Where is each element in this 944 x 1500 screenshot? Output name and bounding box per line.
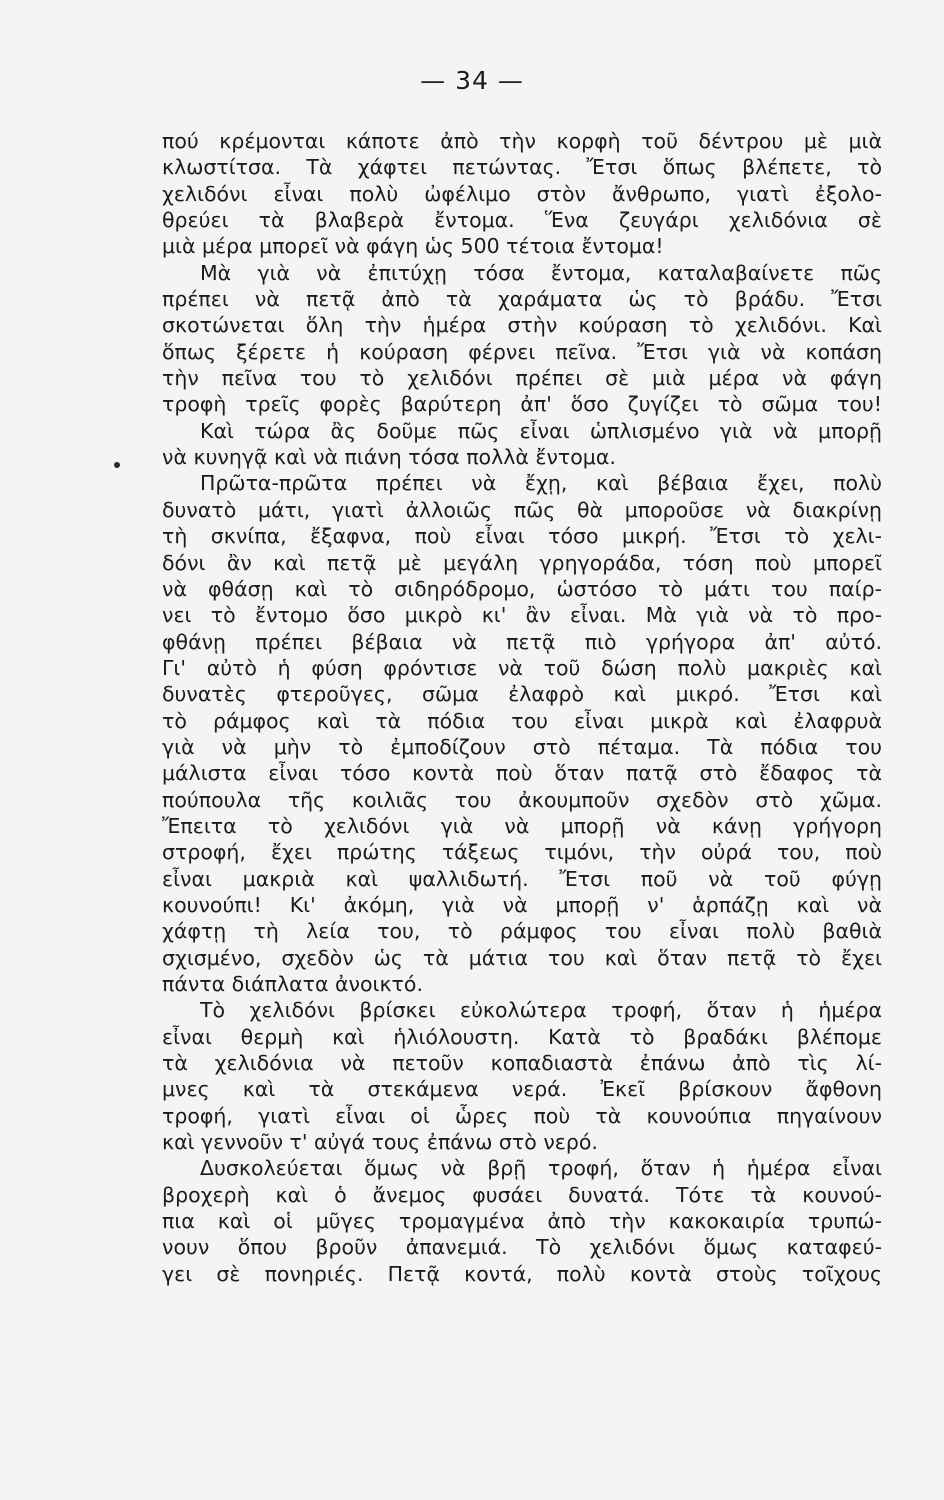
print-speck	[114, 462, 120, 468]
text-line: Πρῶτα-πρῶτα πρέπει νὰ ἔχῃ, καὶ βέβαια ἔχει, πολὺ	[200, 471, 882, 496]
text-line: τροφὴ τρεῖς φορὲς βαρύτερη ἀπ' ὅσο ζυγίζει τὸ σῶμα του!	[162, 392, 882, 417]
page-number: — 34 —	[420, 66, 524, 95]
text-line: χελιδόνι εἶναι πολὺ ὠφέλιμο στὸν ἄνθρωπο, γιατὶ ἐξολο-	[162, 181, 882, 206]
text-line: τὰ χελιδόνια νὰ πετοῦν κοπαδιαστὰ ἐπάνω ἀπὸ τὶς λί-	[162, 1051, 882, 1076]
text-line: μιὰ μέρα μπορεῖ νὰ φάγη ὡς 500 τέτοια ἔντομα!	[162, 234, 664, 259]
text-line: σκοτώνεται ὅλη τὴν ἡμέρα στὴν κούραση τὸ χελιδόνι. Καὶ	[162, 313, 882, 338]
text-line: νὰ φθάσῃ καὶ τὸ σιδηρόδρομο, ὡστόσο τὸ μάτι του παίρ-	[162, 576, 882, 601]
text-line: ὅπως ξέρετε ἡ κούραση φέρνει πεῖνα. Ἔτσι γιὰ νὰ κοπάση	[162, 339, 882, 364]
text-line: φθάνῃ πρέπει βέβαια νὰ πετᾷ πιὸ γρήγορα ἀπ' αὐτό.	[162, 629, 882, 654]
text-line: χάφτῃ τὴ λεία του, τὸ ράμφος του εἶναι πολὺ βαθιὰ	[162, 919, 882, 944]
text-line: πρέπει νὰ πετᾷ ἀπὸ τὰ χαράματα ὡς τὸ βράδυ. Ἔτσι	[162, 287, 882, 312]
text-line: Καὶ τώρα ἂς δοῦμε πῶς εἶναι ὡπλισμένο γιὰ νὰ μπορῇ	[200, 418, 882, 443]
text-line: δυνατὸ μάτι, γιατὶ ἀλλοιῶς πῶς θὰ μποροῦσε νὰ διακρίνῃ	[162, 497, 882, 522]
text-line: βροχερὴ καὶ ὁ ἄνεμος φυσάει δυνατά. Τότε τὰ κουνού-	[162, 1182, 882, 1207]
text-line: γιὰ νὰ μὴν τὸ ἐμποδίζουν στὸ πέταμα. Τὰ πόδια του	[162, 734, 882, 759]
text-line: νουν ὅπου βροῦν ἀπανεμιά. Τὸ χελιδόνι ὅμως καταφεύ-	[162, 1235, 882, 1260]
text-line: τὴ σκνίπα, ἔξαφνα, ποὺ εἶναι τόσο μικρή. Ἔτσι τὸ χελι-	[162, 524, 882, 549]
text-line: τροφή, γιατὶ εἶναι οἱ ὧρες ποὺ τὰ κουνούπια πηγαίνουν	[162, 1103, 882, 1128]
text-line: τὴν πεῖνα του τὸ χελιδόνι πρέπει σὲ μιὰ μέρα νὰ φάγη	[162, 366, 882, 391]
text-line: πού κρέμονται κάποτε ἀπὸ τὴν κορφὴ τοῦ δέντρου μὲ μιὰ	[162, 129, 882, 153]
text-line: νει τὸ ἔντομο ὅσο μικρὸ κι' ἂν εἶναι. Μὰ γιὰ νὰ τὸ προ-	[162, 603, 882, 628]
text-line: εἶναι θερμὴ καὶ ἡλιόλουστη. Κατὰ τὸ βραδάκι βλέπομε	[162, 1024, 882, 1049]
body-text	[162, 128, 882, 1287]
text-line: δυνατὲς φτεροῦγες, σῶμα ἐλαφρὸ καὶ μικρό. Ἔτσι καὶ	[162, 682, 882, 707]
text-line: Τὸ χελιδόνι βρίσκει εὐκολώτερα τροφή, ὅταν ἡ ἡμέρα	[200, 998, 882, 1023]
text-line: θρεύει τὰ βλαβερὰ ἔντομα. Ἕνα ζευγάρι χελιδόνια σὲ	[162, 208, 882, 233]
text-line: νὰ κυνηγᾷ καὶ νὰ πιάνη τόσα πολλὰ ἔντομα.	[162, 445, 616, 470]
text-line: κλωστίτσα. Τὰ χάφτει πετώντας. Ἔτσι ὅπως βλέπετε, τὸ	[162, 155, 882, 180]
text-line: πια καὶ οἱ μῦγες τρομαγμένα ἀπὸ τὴν κακοκαιρία τρυπώ-	[162, 1209, 882, 1234]
text-line: στροφή, ἔχει πρώτης τάξεως τιμόνι, τὴν οὐρά του, ποὺ	[162, 840, 882, 865]
text-line: εἶναι μακριὰ καὶ ψαλλιδωτή. Ἔτσι ποῦ νὰ τοῦ φύγῃ	[162, 866, 882, 891]
text-line: γει σὲ πονηριές. Πετᾷ κοντά, πολὺ κοντὰ στοὺς τοῖχους	[162, 1261, 882, 1286]
text-line: Γι' αὐτὸ ἡ φύση φρόντισε νὰ τοῦ δώση πολὺ μακριὲς καὶ	[162, 655, 882, 680]
text-line: πάντα διάπλατα ἀνοικτό.	[162, 972, 423, 996]
text-line: καὶ γεννοῦν τ' αὐγά τους ἐπάνω στὸ νερό.	[162, 1130, 598, 1155]
text-line: σχισμένο, σχεδὸν ὡς τὰ μάτια του καὶ ὅταν πετᾷ τὸ ἔχει	[162, 945, 882, 970]
text-line: μνες καὶ τὰ στεκάμενα νερά. Ἐκεῖ βρίσκουν ἄφθονη	[162, 1077, 882, 1102]
text-line: κουνούπι! Κι' ἀκόμη, γιὰ νὰ μπορῇ ν' ἁρπάζῃ καὶ νὰ	[162, 892, 882, 917]
text-line: Ἔπειτα τὸ χελιδόνι γιὰ νὰ μπορῇ νὰ κάνῃ γρήγορη	[162, 813, 882, 838]
text-line: πούπουλα τῆς κοιλιᾶς του ἀκουμποῦν σχεδὸν στὸ χῶμα.	[162, 787, 882, 812]
text-line: μάλιστα εἶναι τόσο κοντὰ ποὺ ὅταν πατᾷ στὸ ἔδαφος τὰ	[162, 761, 882, 786]
text-line: τὸ ράμφος καὶ τὰ πόδια του εἶναι μικρὰ καὶ ἐλαφρυὰ	[162, 708, 882, 733]
text-line: Δυσκολεύεται ὅμως νὰ βρῇ τροφή, ὅταν ἡ ἡμέρα εἶναι	[200, 1156, 882, 1181]
text-line: Μὰ γιὰ νὰ ἐπιτύχῃ τόσα ἔντομα, καταλαβαίνετε πῶς	[200, 260, 882, 285]
text-line: δόνι ἂν καὶ πετᾷ μὲ μεγάλη γρηγοράδα, τόση ποὺ μπορεῖ	[162, 550, 882, 575]
